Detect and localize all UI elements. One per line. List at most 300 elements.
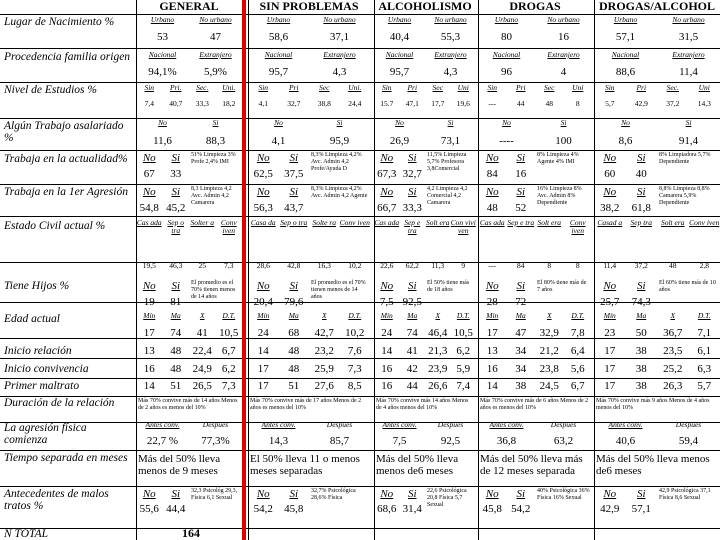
inicio_conv-value: 24,9: [192, 363, 212, 375]
nivel-value: 7,4: [144, 99, 154, 108]
row-divider: [0, 358, 720, 359]
nivel-head: Sec: [319, 83, 330, 92]
hijos-note: El promedio es el 70% tienen menos de 14 años: [191, 280, 236, 300]
nivel-value: 14,3: [697, 99, 711, 108]
antecedentes-si-head: Si: [289, 488, 299, 500]
trabaja_1er-si-head: Si: [516, 186, 526, 198]
inicio_conv-value: 16: [486, 363, 498, 375]
antecedentes-no-value: 54,2: [253, 503, 273, 515]
hijos-note: El 80% tiene más de 7 años: [537, 280, 587, 293]
antecedentes-si-value: 44,4: [166, 503, 186, 515]
inicio_rel-value: 13: [143, 345, 155, 357]
estado-head: Cas ada: [374, 218, 400, 227]
estado-value: 48: [669, 261, 677, 270]
nivel-value: 8: [575, 99, 580, 108]
nivel-value: 32,7: [287, 99, 301, 108]
trabaja_act-no-head: No: [256, 152, 270, 164]
edad-value: 41: [196, 327, 208, 339]
lugar-value: 16: [558, 31, 569, 43]
inicio_rel-value: 6,2: [456, 345, 471, 357]
nivel-value: 38,8: [317, 99, 331, 108]
lugar-head: No urbano: [672, 15, 705, 24]
primer-value: 8,5: [347, 380, 362, 392]
estado-value: 7,3: [224, 261, 234, 270]
edad-value: 17: [486, 327, 498, 339]
inicio_rel-value: 48: [288, 345, 300, 357]
trabaja_act-note: 8% Limpiadora 5,7% Dependiente: [659, 152, 711, 165]
antecedentes-si-value: 45,8: [284, 503, 304, 515]
lugar-head: No urbano: [434, 15, 467, 24]
algun-value: 100: [555, 135, 572, 147]
hijos-no-value: 19: [143, 296, 155, 308]
inicio_conv-value: 5,9: [456, 363, 471, 375]
lugar-head: No urbano: [199, 15, 232, 24]
stat-head-min: Mín: [143, 311, 156, 320]
trabaja_act-note: 8% Limpieza 4% Agente 4% IMI: [537, 152, 579, 165]
row-label-primer: Primer maltrato: [4, 380, 80, 392]
primer-value: 16: [381, 380, 393, 392]
estado-head: Solter a: [190, 218, 215, 227]
estado-value: 28,6: [256, 261, 270, 270]
estado-value: 46,3: [169, 261, 183, 270]
estado-value: 25: [198, 261, 206, 270]
inicio_conv-value: 25,9: [314, 363, 334, 375]
agresion-despues-value: 85,7: [329, 435, 350, 447]
duracion-note: Más 70% convive más de 14 años Menos de 2 años es menos del 10%: [138, 398, 238, 411]
nivel-value: 24,4: [348, 99, 362, 108]
procedencia-head: Extranjero: [199, 50, 232, 59]
algun-value: 8,6: [618, 135, 633, 147]
inicio_conv-value: 23,9: [428, 363, 448, 375]
hijos-no-value: 28: [486, 296, 498, 308]
nivel-head: Sin: [144, 83, 155, 92]
primer-value: 17: [257, 380, 269, 392]
primer-value: 26,3: [663, 380, 683, 392]
column-divider: [374, 0, 375, 540]
hijos-si-head: Si: [636, 280, 646, 292]
agresion-antes-value: 22,7 %: [146, 435, 179, 447]
antecedentes-no-value: 55,6: [139, 503, 159, 515]
estado-value: 84: [517, 261, 525, 270]
lugar-value: 57,1: [615, 31, 636, 43]
hijos-no-head: No: [485, 280, 499, 292]
tiempo-text: Más del 50% lleva menos de6 meses: [596, 453, 710, 477]
estado-value: 8: [547, 261, 552, 270]
estado-value: 10,2: [348, 261, 362, 270]
antecedentes-si-value: 54,2: [511, 503, 531, 515]
group-header-general: GENERAL: [159, 0, 219, 13]
estado-head: Sep o tra: [280, 218, 308, 227]
trabaja_act-si-value: 32,7: [402, 168, 422, 180]
estado-head: Casad a: [597, 218, 623, 227]
trabaja_1er-no-value: 56,3: [253, 202, 273, 214]
hijos-no-value: 20,4: [253, 296, 273, 308]
algun-value: 11,6: [153, 135, 172, 147]
stat-head-min: Mín: [257, 311, 270, 320]
estado-head: Cas ada: [136, 218, 162, 227]
agresion-antes-head: Antes conv.: [382, 420, 417, 429]
nivel-head: Sin: [258, 83, 269, 92]
agresion-despues-value: 63,2: [553, 435, 574, 447]
algun-head: No: [621, 118, 630, 127]
stat-head-max: Ma: [636, 311, 647, 320]
row-divider: [0, 450, 720, 451]
lugar-head: No urbano: [323, 15, 356, 24]
lugar-value: 40,4: [389, 31, 410, 43]
estado-value: 62,2: [405, 261, 419, 270]
red-marker-line: [242, 0, 246, 540]
agresion-despues-head: Después: [326, 420, 353, 429]
agresion-antes-value: 40,6: [615, 435, 636, 447]
algun-head: Si: [560, 118, 567, 127]
primer-value: 26,6: [428, 380, 448, 392]
agresion-antes-value: 36,8: [496, 435, 517, 447]
trabaja_1er-si-value: 52: [515, 202, 527, 214]
edad-value: 74: [170, 327, 182, 339]
procedencia-value: 4,3: [443, 66, 458, 78]
duracion-note: Más 70% convive más de 17 años Menos de 2 años es menos del 10%: [250, 398, 362, 411]
stat-head-min: Mín: [486, 311, 499, 320]
edad-value: 7,1: [697, 327, 712, 339]
stat-head-dt: D.T.: [222, 311, 236, 320]
antecedentes-note: 32,7% Psicológica 28,6% Física: [311, 488, 356, 501]
trabaja_1er-no-head: No: [603, 186, 617, 198]
inicio_conv-value: 42: [406, 363, 418, 375]
procedencia-head: Nacional: [611, 50, 640, 59]
nivel-value: 48: [545, 99, 553, 108]
inicio_rel-value: 21,3: [428, 345, 448, 357]
algun-head: Si: [336, 118, 343, 127]
algun-head: No: [158, 118, 167, 127]
row-divider: [0, 184, 720, 185]
trabaja_act-note: 51% Limpieza 3% Profe 2,4% IMI: [191, 152, 236, 165]
nivel-head: Uni: [457, 83, 469, 92]
agresion-antes-head: Antes conv.: [145, 420, 180, 429]
edad-value: 32,9: [539, 327, 559, 339]
trabaja_1er-no-head: No: [380, 186, 394, 198]
trabaja_1er-no-head: No: [142, 186, 156, 198]
edad-value: 17: [143, 327, 155, 339]
procedencia-head: Extranjero: [434, 50, 467, 59]
inicio_conv-value: 16: [143, 363, 155, 375]
algun-value: ----: [499, 135, 514, 147]
hijos-no-value: 25,7: [600, 296, 620, 308]
group-header-sin_problemas: SIN PROBLEMAS: [259, 0, 359, 13]
inicio_conv-value: 48: [170, 363, 182, 375]
estado-head: Sep e tra: [507, 218, 535, 227]
stat-head-min: Mín: [603, 311, 616, 320]
nivel-head: Uni.: [348, 83, 362, 92]
estado-value: 2,8: [699, 261, 709, 270]
stat-head-max: Ma: [407, 311, 418, 320]
nivel-head: Sec: [544, 83, 555, 92]
edad-value: 10,2: [345, 327, 365, 339]
trabaja_act-si-value: 16: [515, 168, 527, 180]
row-label-nivel: Nivel de Estudios %: [4, 84, 97, 96]
trabaja_1er-no-value: 66,7: [377, 202, 397, 214]
agresion-antes-head: Antes conv.: [489, 420, 524, 429]
nivel-head: Sin: [381, 83, 392, 92]
inicio_conv-value: 17: [604, 363, 616, 375]
primer-value: 26,5: [192, 380, 212, 392]
lugar-value: 31,5: [678, 31, 699, 43]
nivel-head: Sin: [487, 83, 498, 92]
antecedentes-no-value: 45,8: [482, 503, 502, 515]
trabaja_act-note: 8,3% Limpieza 4,2% Avc. Admin 4,2 Profe/Ayuda D: [311, 152, 362, 172]
nivel-head: Pri.: [170, 83, 182, 92]
inicio_conv-value: 17: [257, 363, 269, 375]
procedencia-value: 11,4: [679, 66, 698, 78]
lugar-head: Urbano: [387, 15, 412, 24]
nivel-head: Pri: [636, 83, 647, 92]
procedencia-head: Nacional: [492, 50, 521, 59]
hijos-si-head: Si: [516, 280, 526, 292]
trabaja_1er-note: 16% Limpieza 8% Avc. Admin 8% Dependiente: [537, 186, 582, 206]
estado-value: 37,2: [634, 261, 648, 270]
stat-head-max: Ma: [288, 311, 299, 320]
row-label-agresion: La agresión física comienza: [4, 422, 87, 446]
antecedentes-note: 22,6 Psicológica 20,8 Física 5,7 Sexual: [427, 488, 467, 508]
estado-head: Sep o tra: [167, 218, 184, 235]
procedencia-head: Nacional: [148, 50, 177, 59]
antecedentes-no-head: No: [603, 488, 617, 500]
hijos-si-value: 74,3: [631, 296, 651, 308]
primer-value: 38: [635, 380, 647, 392]
trabaja_act-si-value: 40: [635, 168, 647, 180]
lugar-value: 53: [157, 31, 168, 43]
row-label-hijos: Tiene Hijos %: [4, 280, 70, 292]
trabaja_1er-si-value: 61,8: [631, 202, 651, 214]
nivel-value: 47,1: [405, 99, 419, 108]
estado-head: Con vivi ven: [450, 218, 476, 235]
nivel-head: Sec: [432, 83, 443, 92]
nivel-value: 17,7: [431, 99, 445, 108]
trabaja_act-si-head: Si: [636, 152, 646, 164]
procedencia-value: 4,3: [332, 66, 347, 78]
trabaja_1er-note: 4,2 Limpieza 4,2 Comercial 4,2 Camarera: [427, 186, 468, 206]
stat-head-dt: D.T.: [571, 311, 585, 320]
procedencia-value: 88,6: [615, 66, 636, 78]
antecedentes-note: 40% Psicológica 36% Física 16% Sexual: [537, 488, 590, 501]
row-divider: [0, 150, 720, 151]
agresion-despues-value: 59,4: [678, 435, 699, 447]
row-label-algun: Algún Trabajo asalariado %: [4, 120, 124, 144]
antecedentes-si-value: 57,1: [631, 503, 651, 515]
edad-value: 24: [257, 327, 269, 339]
algun-head: No: [274, 118, 283, 127]
inicio_rel-value: 38: [635, 345, 647, 357]
trabaja_1er-no-value: 48: [486, 202, 498, 214]
edad-value: 7,8: [570, 327, 585, 339]
trabaja_1er-no-value: 54,8: [139, 202, 159, 214]
stat-head-x: X: [199, 311, 205, 320]
primer-value: 44: [406, 380, 418, 392]
lugar-value: 37,1: [329, 31, 350, 43]
primer-value: 38: [515, 380, 527, 392]
hijos-no-value: 7,5: [379, 296, 394, 308]
procedencia-value: 5,9%: [204, 66, 227, 78]
inicio_rel-value: 48: [170, 345, 182, 357]
trabaja_1er-no-value: 38,2: [600, 202, 620, 214]
estado-head: Conv iven: [339, 218, 370, 227]
row-label-trabaja_act: Trabaja en la actualidad%: [4, 153, 128, 165]
group-header-drogas: DROGAS: [509, 0, 561, 13]
trabaja_act-si-head: Si: [516, 152, 526, 164]
inicio_conv-value: 7,3: [347, 363, 362, 375]
trabaja_1er-si-value: 45,2: [166, 202, 186, 214]
algun-value: 88,3: [205, 135, 226, 147]
edad-value: 10,5: [453, 327, 473, 339]
antecedentes-si-head: Si: [407, 488, 417, 500]
trabaja_1er-si-head: Si: [407, 186, 417, 198]
edad-value: 42,7: [314, 327, 334, 339]
agresion-antes-head: Antes conv.: [608, 420, 643, 429]
nivel-value: 5,7: [605, 99, 615, 108]
antecedentes-no-head: No: [142, 488, 156, 500]
edad-value: 68: [288, 327, 300, 339]
inicio_conv-value: 5,6: [570, 363, 585, 375]
trabaja_act-no-value: 84: [486, 168, 498, 180]
inicio_rel-value: 22,4: [192, 345, 212, 357]
nivel-head: Uni.: [222, 83, 236, 92]
procedencia-head: Nacional: [264, 50, 293, 59]
antecedentes-si-head: Si: [516, 488, 526, 500]
tiempo-text: Más del 50% lleva menos de6 meses: [376, 453, 459, 477]
stat-head-dt: D.T.: [456, 311, 470, 320]
edad-value: 24: [381, 327, 393, 339]
estado-head: Casa da: [250, 218, 276, 227]
trabaja_act-no-head: No: [380, 152, 394, 164]
estado-value: 11,3: [431, 261, 445, 270]
hijos-si-head: Si: [289, 280, 299, 292]
row-label-inicio_rel: Inicio relación: [4, 345, 72, 357]
agresion-despues-value: 77,3%: [201, 435, 230, 447]
agresion-antes-value: 7,5: [392, 435, 407, 447]
primer-value: 14: [143, 380, 155, 392]
stat-head-x: X: [435, 311, 441, 320]
procedencia-value: 4: [560, 66, 567, 78]
row-label-edad: Edad actual: [4, 313, 60, 325]
estado-head: Sep e tra: [404, 218, 421, 235]
antecedentes-si-head: Si: [171, 488, 181, 500]
trabaja_1er-no-head: No: [485, 186, 499, 198]
nivel-value: ---: [488, 99, 496, 108]
trabaja_act-no-value: 67,3: [377, 168, 397, 180]
trabaja_1er-si-head: Si: [289, 186, 299, 198]
inicio_rel-value: 41: [406, 345, 418, 357]
agresion-despues-head: Después: [202, 420, 229, 429]
row-divider: [0, 14, 720, 15]
inicio_rel-value: 6,4: [570, 345, 585, 357]
lugar-value: 80: [501, 31, 512, 43]
primer-value: 7,4: [456, 380, 471, 392]
agresion-despues-head: Después: [550, 420, 577, 429]
duracion-note: Más 70% convive más de 6 años Menos de 2 años es menos del 10%: [480, 398, 589, 411]
antecedentes-no-head: No: [380, 488, 394, 500]
hijos-si-head: Si: [407, 280, 417, 292]
inicio_rel-value: 6,7: [221, 345, 236, 357]
hijos-note: El 50% tiene más de 18 años: [427, 280, 470, 293]
trabaja_1er-si-head: Si: [636, 186, 646, 198]
trabaja_act-si-head: Si: [289, 152, 299, 164]
inicio_conv-value: 34: [515, 363, 527, 375]
primer-value: 27,6: [314, 380, 334, 392]
duracion-note: Más 70% convive más 14 años Menos de 4 años menos del 10%: [376, 398, 469, 411]
estado-value: 22,6: [380, 261, 394, 270]
hijos-no-head: No: [256, 280, 270, 292]
hijos-no-head: No: [142, 280, 156, 292]
inicio_rel-value: 34: [515, 345, 527, 357]
estado-head: Solte ra: [312, 218, 337, 227]
inicio_rel-value: 23,2: [314, 345, 334, 357]
estado-head: Conv iven: [689, 218, 720, 227]
stat-head-dt: D.T.: [348, 311, 362, 320]
antecedentes-note: 32,3 Psicológ 29,3, Física 6,1 Sexual: [191, 488, 238, 501]
inicio_rel-value: 17: [604, 345, 616, 357]
inicio_conv-value: 6,2: [221, 363, 236, 375]
nivel-value: 18,2: [222, 99, 236, 108]
lugar-head: Urbano: [266, 15, 291, 24]
algun-value: 91,4: [678, 135, 699, 147]
inicio_rel-value: 7,6: [347, 345, 362, 357]
hijos-no-head: No: [603, 280, 617, 292]
estado-value: 16,3: [317, 261, 331, 270]
primer-value: 6,7: [570, 380, 585, 392]
inicio_conv-value: 48: [288, 363, 300, 375]
trabaja_act-si-head: Si: [407, 152, 417, 164]
primer-value: 14: [486, 380, 498, 392]
row-divider: [0, 486, 720, 487]
lugar-head: Urbano: [613, 15, 638, 24]
inicio_rel-value: 13: [486, 345, 498, 357]
total-value: 164: [182, 526, 200, 540]
trabaja_act-no-head: No: [485, 152, 499, 164]
agresion-despues-value: 92,5: [440, 435, 461, 447]
column-divider: [136, 0, 137, 540]
edad-value: 47: [515, 327, 527, 339]
estado-head: Cas ada: [479, 218, 505, 227]
procedencia-value: 96: [501, 66, 512, 78]
nivel-value: 42,9: [634, 99, 648, 108]
hijos-si-value: 79,6: [284, 296, 304, 308]
antecedentes-no-value: 68,6: [377, 503, 397, 515]
trabaja_1er-note: 8,3 Limpieza 4,2 Avc. Admin 4,2 Camarera: [191, 186, 232, 206]
primer-value: 51: [288, 380, 300, 392]
stat-head-x: X: [670, 311, 676, 320]
antecedentes-si-value: 31,4: [402, 503, 422, 515]
nivel-value: 44: [517, 99, 525, 108]
group-header-drogas_alcohol: DROGAS/ALCOHOL: [598, 0, 715, 13]
stat-head-max: Ma: [170, 311, 181, 320]
nivel-head: Pri: [288, 83, 299, 92]
nivel-value: 19,6: [456, 99, 470, 108]
trabaja_act-no-head: No: [603, 152, 617, 164]
trabaja_1er-no-head: No: [256, 186, 270, 198]
estado-head: Solt era: [425, 218, 450, 227]
procedencia-head: Nacional: [385, 50, 414, 59]
algun-head: No: [502, 118, 511, 127]
estado-value: 19,5: [142, 261, 156, 270]
algun-head: Si: [212, 118, 219, 127]
agresion-despues-head: Después: [437, 420, 464, 429]
trabaja_act-si-value: 33: [170, 168, 182, 180]
row-label-inicio_conv: Inicio convivencia: [4, 363, 89, 375]
hijos-si-value: 81: [170, 296, 182, 308]
lugar-value: 55,3: [440, 31, 461, 43]
algun-value: 26,9: [389, 135, 410, 147]
duracion-note: Más 70% convive más 9 años Menos de 4 años menos del 10%: [596, 398, 710, 411]
edad-value: 46,4: [428, 327, 448, 339]
